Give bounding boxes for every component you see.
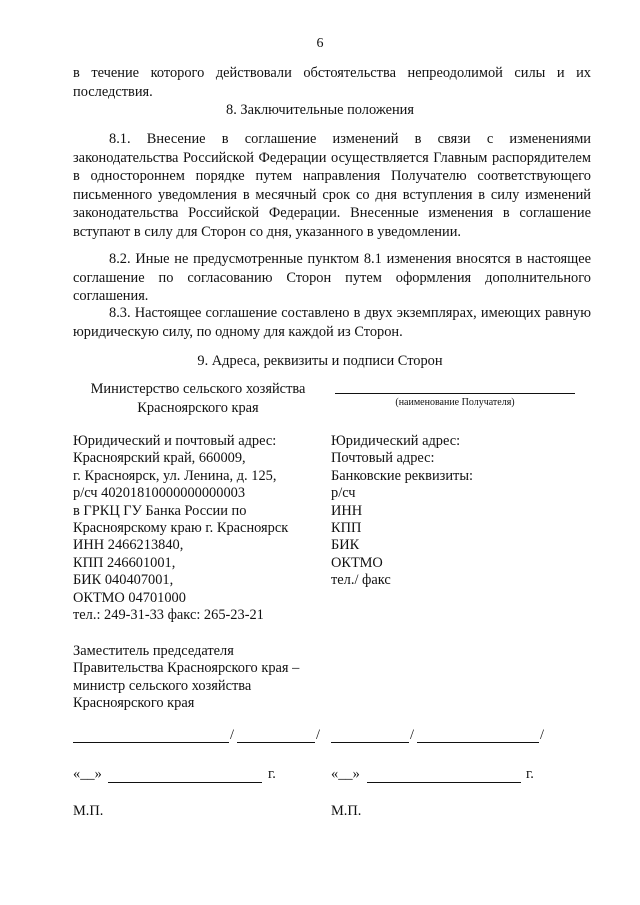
address-line: р/сч 40201810000000000003 — [73, 485, 246, 502]
right-signature-slash-1: / — [410, 727, 414, 743]
detail-line: ИНН — [331, 502, 363, 519]
left-signer-title — [73, 643, 323, 713]
left-signature-slash-1: / — [230, 727, 234, 743]
left-party-name-line2: Красноярского края — [137, 400, 259, 416]
detail-line: тел./ факс — [331, 572, 391, 589]
detail-line: БИК — [331, 537, 360, 554]
address-line: КПП 246601001, — [73, 554, 176, 571]
detail-line: Юридический адрес: — [331, 433, 461, 449]
left-date-year: г. — [268, 766, 276, 782]
right-signature-line[interactable] — [331, 742, 409, 743]
clause-8-1: 8.1. Внесение в соглашение изменений в связи с изменениями законодательства Российской Федерации осуществляется Главным распорядителем в одностороннем порядке путем направления Получателю соответствующего письменного уведомления в месячный срок со дня вступления в силу изменений законодательства Российской Федерации. Внесенные изменения в соглашение вступают в силу для Сторон со дня, указанного в уведомлении. — [73, 131, 591, 240]
signer-line: Красноярского края — [73, 695, 195, 712]
right-date-year: г. — [526, 766, 534, 782]
left-date-line[interactable] — [108, 782, 262, 783]
left-date-open: «__» — [73, 766, 102, 782]
left-party-name-line1: Министерство сельского хозяйства — [90, 381, 306, 397]
address-line: Юридический и почтовый адрес: — [73, 433, 277, 449]
signer-line: Заместитель председателя — [73, 643, 234, 659]
address-line: Красноярскому краю г. Красноярск — [73, 520, 289, 537]
intro-paragraph: в течение которого действовали обстоятельства непреодолимой силы и их последствия. — [73, 65, 591, 100]
detail-line: Банковские реквизиты: — [331, 467, 473, 484]
recipient-name-caption: (наименование Получателя) — [395, 397, 515, 408]
left-signature-slash-2: / — [316, 727, 320, 743]
address-line: г. Красноярск, ул. Ленина, д. 125, — [73, 467, 277, 484]
right-date-line[interactable] — [367, 782, 521, 783]
right-details-block — [331, 433, 591, 590]
detail-line: КПП — [331, 520, 362, 537]
address-line: в ГРКЦ ГУ Банка России по — [73, 502, 247, 519]
left-address-block — [73, 433, 323, 624]
clause-8-3: 8.3. Настоящее соглашение составлено в двух экземплярах, имеющих равную юридическую силу, по одному для каждой из Сторон. — [73, 305, 591, 340]
address-line: ИНН 2466213840, — [73, 537, 184, 554]
address-line: ОКТМО 04701000 — [73, 589, 186, 606]
left-stamp-place: М.П. — [73, 803, 104, 819]
recipient-name-line — [335, 393, 575, 394]
signer-line: министр сельского хозяйства — [73, 677, 252, 694]
detail-line: р/сч — [331, 485, 356, 502]
signer-line: Правительства Красноярского края – — [73, 660, 300, 677]
left-name-line[interactable] — [237, 742, 315, 743]
section8-heading: 8. Заключительные положения — [226, 102, 414, 118]
address-line: БИК 040407001, — [73, 572, 174, 589]
right-name-line[interactable] — [417, 742, 539, 743]
right-signature-slash-2: / — [540, 727, 544, 743]
address-line: тел.: 249-31-33 факс: 265-23-21 — [73, 607, 264, 624]
right-date-open: «__» — [331, 766, 360, 782]
address-line: Красноярский край, 660009, — [73, 450, 246, 467]
page-number: 6 — [316, 36, 324, 51]
left-signature-line[interactable] — [73, 742, 229, 743]
detail-line: ОКТМО — [331, 554, 383, 571]
clause-8-2: 8.2. Иные не предусмотренные пунктом 8.1 изменения вносятся в настоящее соглашение по согласованию Сторон путем оформления дополнительного соглашения. — [73, 251, 591, 305]
right-stamp-place: М.П. — [331, 803, 362, 819]
detail-line: Почтовый адрес: — [331, 450, 435, 467]
left-party-name — [73, 380, 323, 418]
section9-heading: 9. Адреса, реквизиты и подписи Сторон — [197, 353, 443, 369]
